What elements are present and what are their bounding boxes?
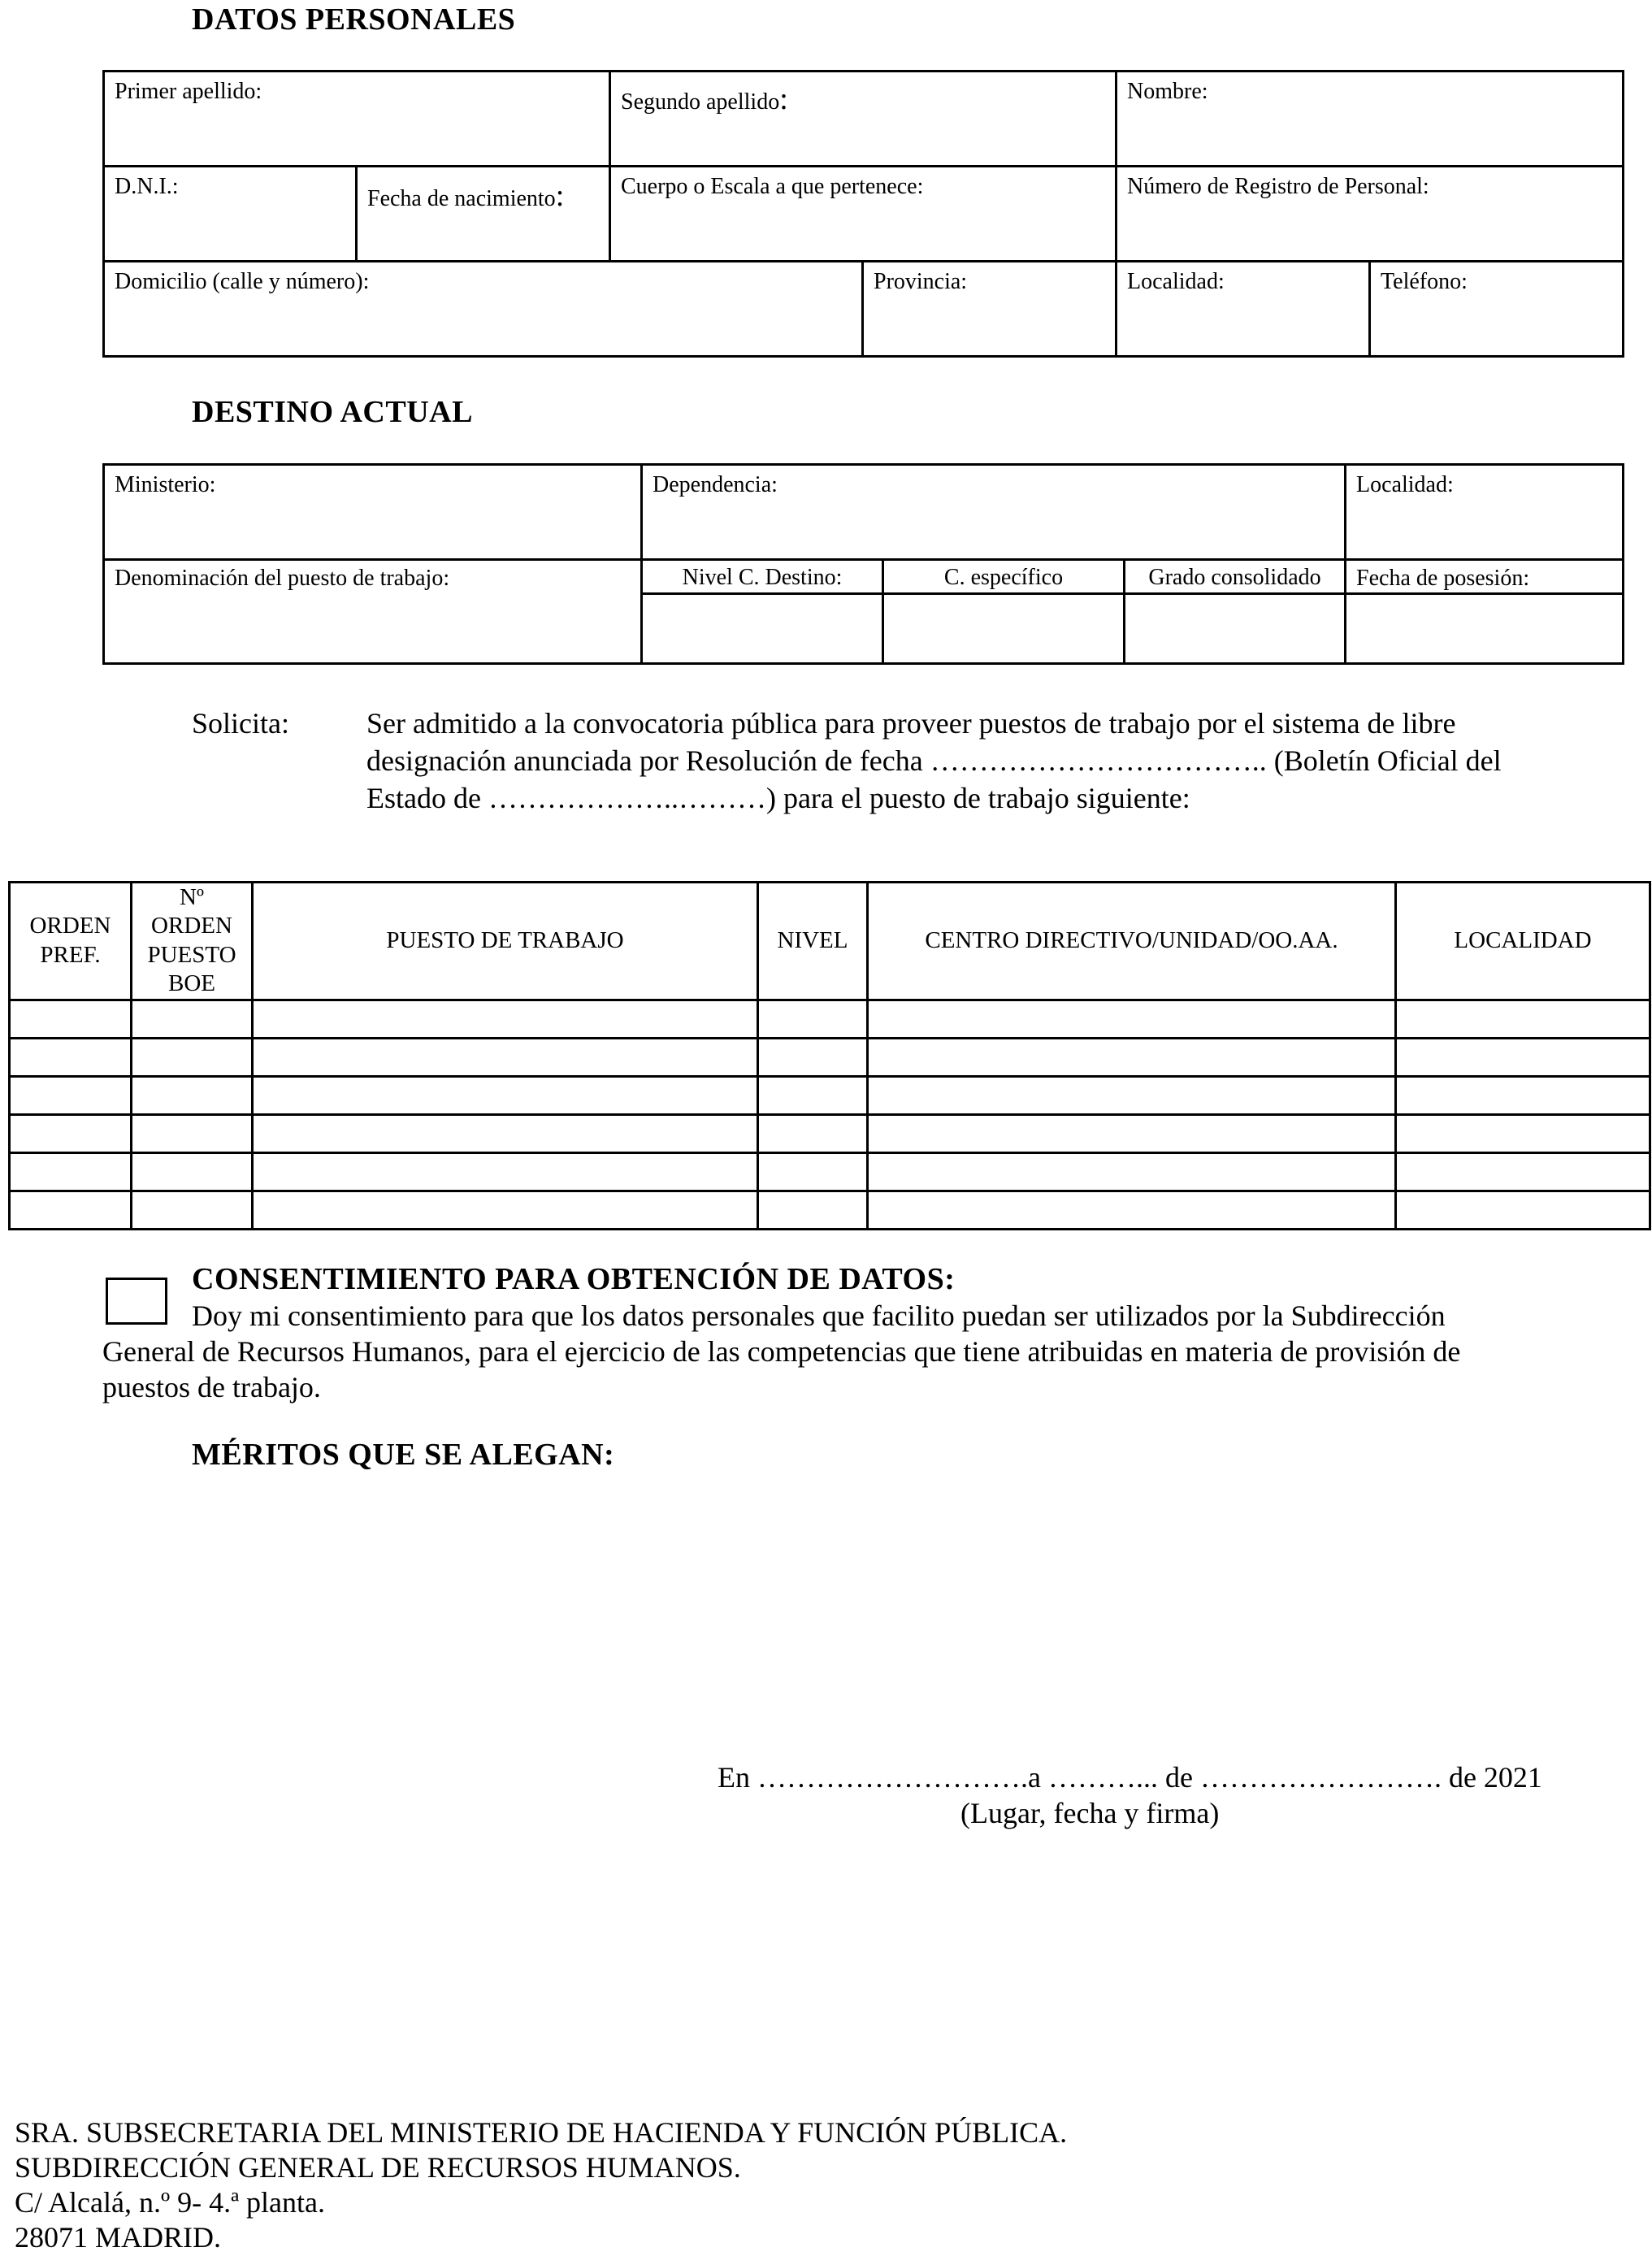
table-cell[interactable] xyxy=(132,1038,253,1076)
table-cell[interactable] xyxy=(132,1152,253,1191)
destinatario-line-4: 28071 MADRID. xyxy=(15,2221,222,2254)
table-row xyxy=(10,1114,1650,1152)
firma-line: En ……………………….a ………... de ……………………. de 2021 xyxy=(718,1761,1542,1794)
c-especifico-label: C. específico xyxy=(943,565,1064,590)
consentimiento-checkbox[interactable] xyxy=(106,1278,167,1325)
dependencia-field[interactable] xyxy=(642,465,1346,560)
localidad-field[interactable] xyxy=(1117,262,1370,357)
destino-localidad-field[interactable] xyxy=(1346,465,1624,560)
col-centro-directivo: CENTRO DIRECTIVO/UNIDAD/OO.AA. xyxy=(868,883,1396,1000)
col-no-orden-puesto-boe: Nº ORDEN PUESTO BOE xyxy=(132,883,253,1000)
table-cell[interactable] xyxy=(868,1000,1396,1038)
segundo-apellido-label: Segundo apellido xyxy=(621,89,780,115)
table-cell[interactable] xyxy=(868,1152,1396,1191)
meritos-heading: MÉRITOS QUE SE ALEGAN: xyxy=(192,1438,615,1472)
table-cell[interactable] xyxy=(758,1191,868,1229)
fecha-posesion-label: Fecha de posesión: xyxy=(1356,566,1530,591)
nombre-field[interactable] xyxy=(1117,72,1624,167)
table-row xyxy=(10,1038,1650,1076)
destinatario-block xyxy=(15,2115,1067,2255)
fecha-posesion-header xyxy=(1346,560,1624,594)
consentimiento-line-3: puestos de trabajo. xyxy=(102,1371,321,1403)
consentimiento-line-1: Doy mi consentimiento para que los datos personales que facilito puedan ser utilizados por la Subdirección xyxy=(192,1299,1446,1332)
datos-personales-heading: DATOS PERSONALES xyxy=(192,2,516,37)
localidad-label: Localidad: xyxy=(1127,269,1225,294)
cuerpo-escala-label: Cuerpo o Escala a que pertenece: xyxy=(621,174,924,199)
table-row xyxy=(10,1000,1650,1038)
col-puesto-trabajo: PUESTO DE TRABAJO xyxy=(253,883,758,1000)
col-nivel: NIVEL xyxy=(758,883,868,1000)
provincia-field[interactable] xyxy=(863,262,1117,357)
table-cell[interactable] xyxy=(1396,1000,1650,1038)
nivel-destino-label: Nivel C. Destino: xyxy=(682,565,843,590)
cuerpo-escala-field[interactable] xyxy=(610,167,1117,262)
table-cell[interactable] xyxy=(1396,1076,1650,1114)
telefono-label: Teléfono: xyxy=(1381,269,1468,294)
solicita-text xyxy=(366,705,1561,817)
table-cell[interactable] xyxy=(132,1114,253,1152)
table-cell[interactable] xyxy=(253,1191,758,1229)
consentimiento-heading: CONSENTIMIENTO PARA OBTENCIÓN DE DATOS: xyxy=(192,1262,956,1296)
grado-consolidado-label: Grado consolidado xyxy=(1148,565,1321,590)
nivel-destino-header xyxy=(642,560,883,594)
table-cell[interactable] xyxy=(868,1076,1396,1114)
table-cell[interactable] xyxy=(758,1038,868,1076)
table-cell[interactable] xyxy=(132,1076,253,1114)
ministerio-label: Ministerio: xyxy=(115,472,216,497)
domicilio-field[interactable] xyxy=(104,262,863,357)
col-localidad: LOCALIDAD xyxy=(1396,883,1650,1000)
table-cell[interactable] xyxy=(758,1000,868,1038)
destino-actual-table xyxy=(102,463,1624,665)
nivel-destino-field[interactable] xyxy=(642,594,883,664)
segundo-apellido-field[interactable]: Segundo apellido: xyxy=(610,72,1117,167)
table-cell[interactable] xyxy=(10,1152,132,1191)
table-row xyxy=(10,1191,1650,1229)
table-cell[interactable] xyxy=(132,1000,253,1038)
table-cell[interactable] xyxy=(253,1076,758,1114)
telefono-field[interactable] xyxy=(1370,262,1624,357)
puestos-table xyxy=(8,881,1651,1230)
destino-actual-heading: DESTINO ACTUAL xyxy=(192,395,473,429)
table-cell[interactable] xyxy=(758,1076,868,1114)
nombre-label: Nombre: xyxy=(1127,79,1208,104)
fecha-nacimiento-field[interactable]: Fecha de nacimiento: xyxy=(357,167,610,262)
ministerio-field[interactable] xyxy=(104,465,642,560)
table-cell[interactable] xyxy=(758,1152,868,1191)
table-cell[interactable] xyxy=(10,1114,132,1152)
consentimiento-line-2: General de Recursos Humanos, para el ejercicio de las competencias que tiene atribuidas en materia de provisión de xyxy=(102,1335,1461,1368)
table-cell[interactable] xyxy=(132,1191,253,1229)
table-row xyxy=(10,1152,1650,1191)
numero-registro-label: Número de Registro de Personal: xyxy=(1127,174,1429,199)
table-cell[interactable] xyxy=(868,1038,1396,1076)
table-cell[interactable] xyxy=(868,1114,1396,1152)
table-cell[interactable] xyxy=(868,1191,1396,1229)
table-cell[interactable] xyxy=(1396,1152,1650,1191)
solicita-line-2: designación anunciada por Resolución de fecha …………………………….. (Boletín Oficial del xyxy=(366,744,1502,777)
table-cell[interactable] xyxy=(1396,1191,1650,1229)
dependencia-label: Dependencia: xyxy=(653,472,778,497)
datos-personales-table xyxy=(102,70,1624,358)
table-cell[interactable] xyxy=(10,1000,132,1038)
primer-apellido-label: Primer apellido: xyxy=(115,79,262,104)
dni-field[interactable] xyxy=(104,167,357,262)
table-row xyxy=(10,1076,1650,1114)
c-especifico-field[interactable] xyxy=(883,594,1125,664)
table-cell[interactable] xyxy=(253,1000,758,1038)
destinatario-line-1: SRA. SUBSECRETARIA DEL MINISTERIO DE HACIENDA Y FUNCIÓN PÚBLICA. xyxy=(15,2116,1068,2149)
table-cell[interactable] xyxy=(253,1038,758,1076)
destinatario-line-3: C/ Alcalá, n.º 9- 4.ª planta. xyxy=(15,2186,326,2219)
table-cell[interactable] xyxy=(758,1114,868,1152)
destinatario-line-2: SUBDIRECCIÓN GENERAL DE RECURSOS HUMANOS. xyxy=(15,2151,741,2184)
table-cell[interactable] xyxy=(1396,1114,1650,1152)
table-cell[interactable] xyxy=(10,1076,132,1114)
table-cell[interactable] xyxy=(1396,1038,1650,1076)
solicita-line-1: Ser admitido a la convocatoria pública para proveer puestos de trabajo por el sistema de libre xyxy=(366,707,1456,740)
primer-apellido-field[interactable] xyxy=(104,72,610,167)
destino-localidad-label: Localidad: xyxy=(1356,472,1454,497)
table-cell[interactable] xyxy=(253,1152,758,1191)
domicilio-label: Domicilio (calle y número): xyxy=(115,269,370,294)
grado-consolidado-header xyxy=(1125,560,1346,594)
provincia-label: Provincia: xyxy=(874,269,968,294)
fecha-posesion-field[interactable] xyxy=(1346,594,1624,664)
numero-registro-field[interactable] xyxy=(1117,167,1624,262)
denominacion-label: Denominación del puesto de trabajo: xyxy=(115,566,450,591)
firma-caption: (Lugar, fecha y firma) xyxy=(960,1797,1220,1829)
solicita-label: Solicita: xyxy=(192,707,289,740)
table-cell[interactable] xyxy=(10,1038,132,1076)
denominacion-field[interactable] xyxy=(104,560,642,664)
grado-consolidado-field[interactable] xyxy=(1125,594,1346,664)
table-cell[interactable] xyxy=(10,1191,132,1229)
dni-label: D.N.I.: xyxy=(115,174,179,199)
table-cell[interactable] xyxy=(253,1114,758,1152)
fecha-nacimiento-label: Fecha de nacimiento xyxy=(367,186,556,211)
c-especifico-header xyxy=(883,560,1125,594)
solicita-line-3: Estado de ………………..………) para el puesto de trabajo siguiente: xyxy=(366,782,1190,814)
col-orden-pref: ORDEN PREF. xyxy=(10,883,132,1000)
